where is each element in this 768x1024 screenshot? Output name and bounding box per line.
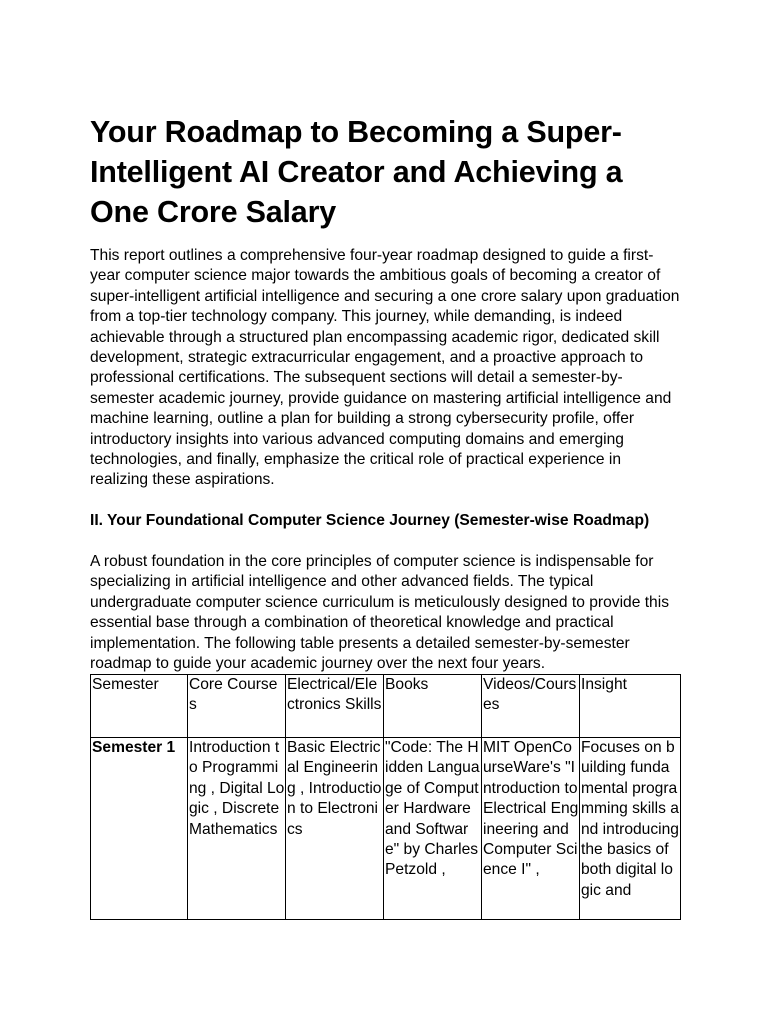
header-books: Books	[384, 675, 482, 738]
cell-books: "Code: The Hidden Language of Computer Hardware and Software" by Charles Petzold ,	[384, 738, 482, 920]
header-electrical-skills: Electrical/Electronics Skills	[286, 675, 384, 738]
table-header-row	[91, 675, 681, 738]
section-heading: II. Your Foundational Computer Science Journey (Semester-wise Roadmap)	[90, 512, 650, 529]
header-videos-courses: Videos/Courses	[482, 675, 580, 738]
cell-core-courses: Introduction to Programming , Digital Logic , Discrete Mathematics	[188, 738, 286, 920]
semester-roadmap-table	[90, 674, 681, 920]
header-core-courses: Core Courses	[188, 675, 286, 738]
intro-paragraph: This report outlines a comprehensive four-year roadmap designed to guide a first-year computer science major towards the ambitious goals of becoming a creator of super-intelligent artificial intelligence and securing a one crore salary upon graduation from a top-tier technology company. This journey, while demanding, is indeed achievable through a structured plan encompassing academic rigor, dedicated skill development, strategic extracurricular engagement, and a proactive approach to professional certifications. The subsequent sections will detail a semester-by-semester academic journey, provide guidance on mastering artificial intelligence and machine learning, outline a plan for building a strong cybersecurity profile, offer introductory insights into various advanced computing domains and emerging technologies, and finally, emphasize the critical role of practical experience in realizing these aspirations.	[90, 247, 680, 489]
section-paragraph: A robust foundation in the core principles of computer science is indispensable for specializing in artificial intelligence and other advanced fields. The typical undergraduate computer science curriculum is meticulously designed to provide this essential base through a combination of theoretical knowledge and practical implementation. The following table presents a detailed semester-by-semester roadmap to guide your academic journey over the next four years.	[90, 553, 669, 673]
cell-electrical-skills: Basic Electrical Engineering , Introduction to Electronics	[286, 738, 384, 920]
header-insight: Insight	[580, 675, 681, 738]
header-semester: Semester	[91, 675, 188, 738]
cell-insight: Focuses on building fundamental programming skills and introducing the basics of both digital logic and	[580, 738, 681, 920]
cell-semester: Semester 1	[91, 738, 188, 920]
table-row	[91, 738, 681, 920]
document-title: Your Roadmap to Becoming a Super-Intelligent AI Creator and Achieving a One Crore Salary	[90, 115, 623, 229]
cell-videos-courses: MIT OpenCourseWare's "Introduction to Electrical Engineering and Computer Science I" ,	[482, 738, 580, 920]
